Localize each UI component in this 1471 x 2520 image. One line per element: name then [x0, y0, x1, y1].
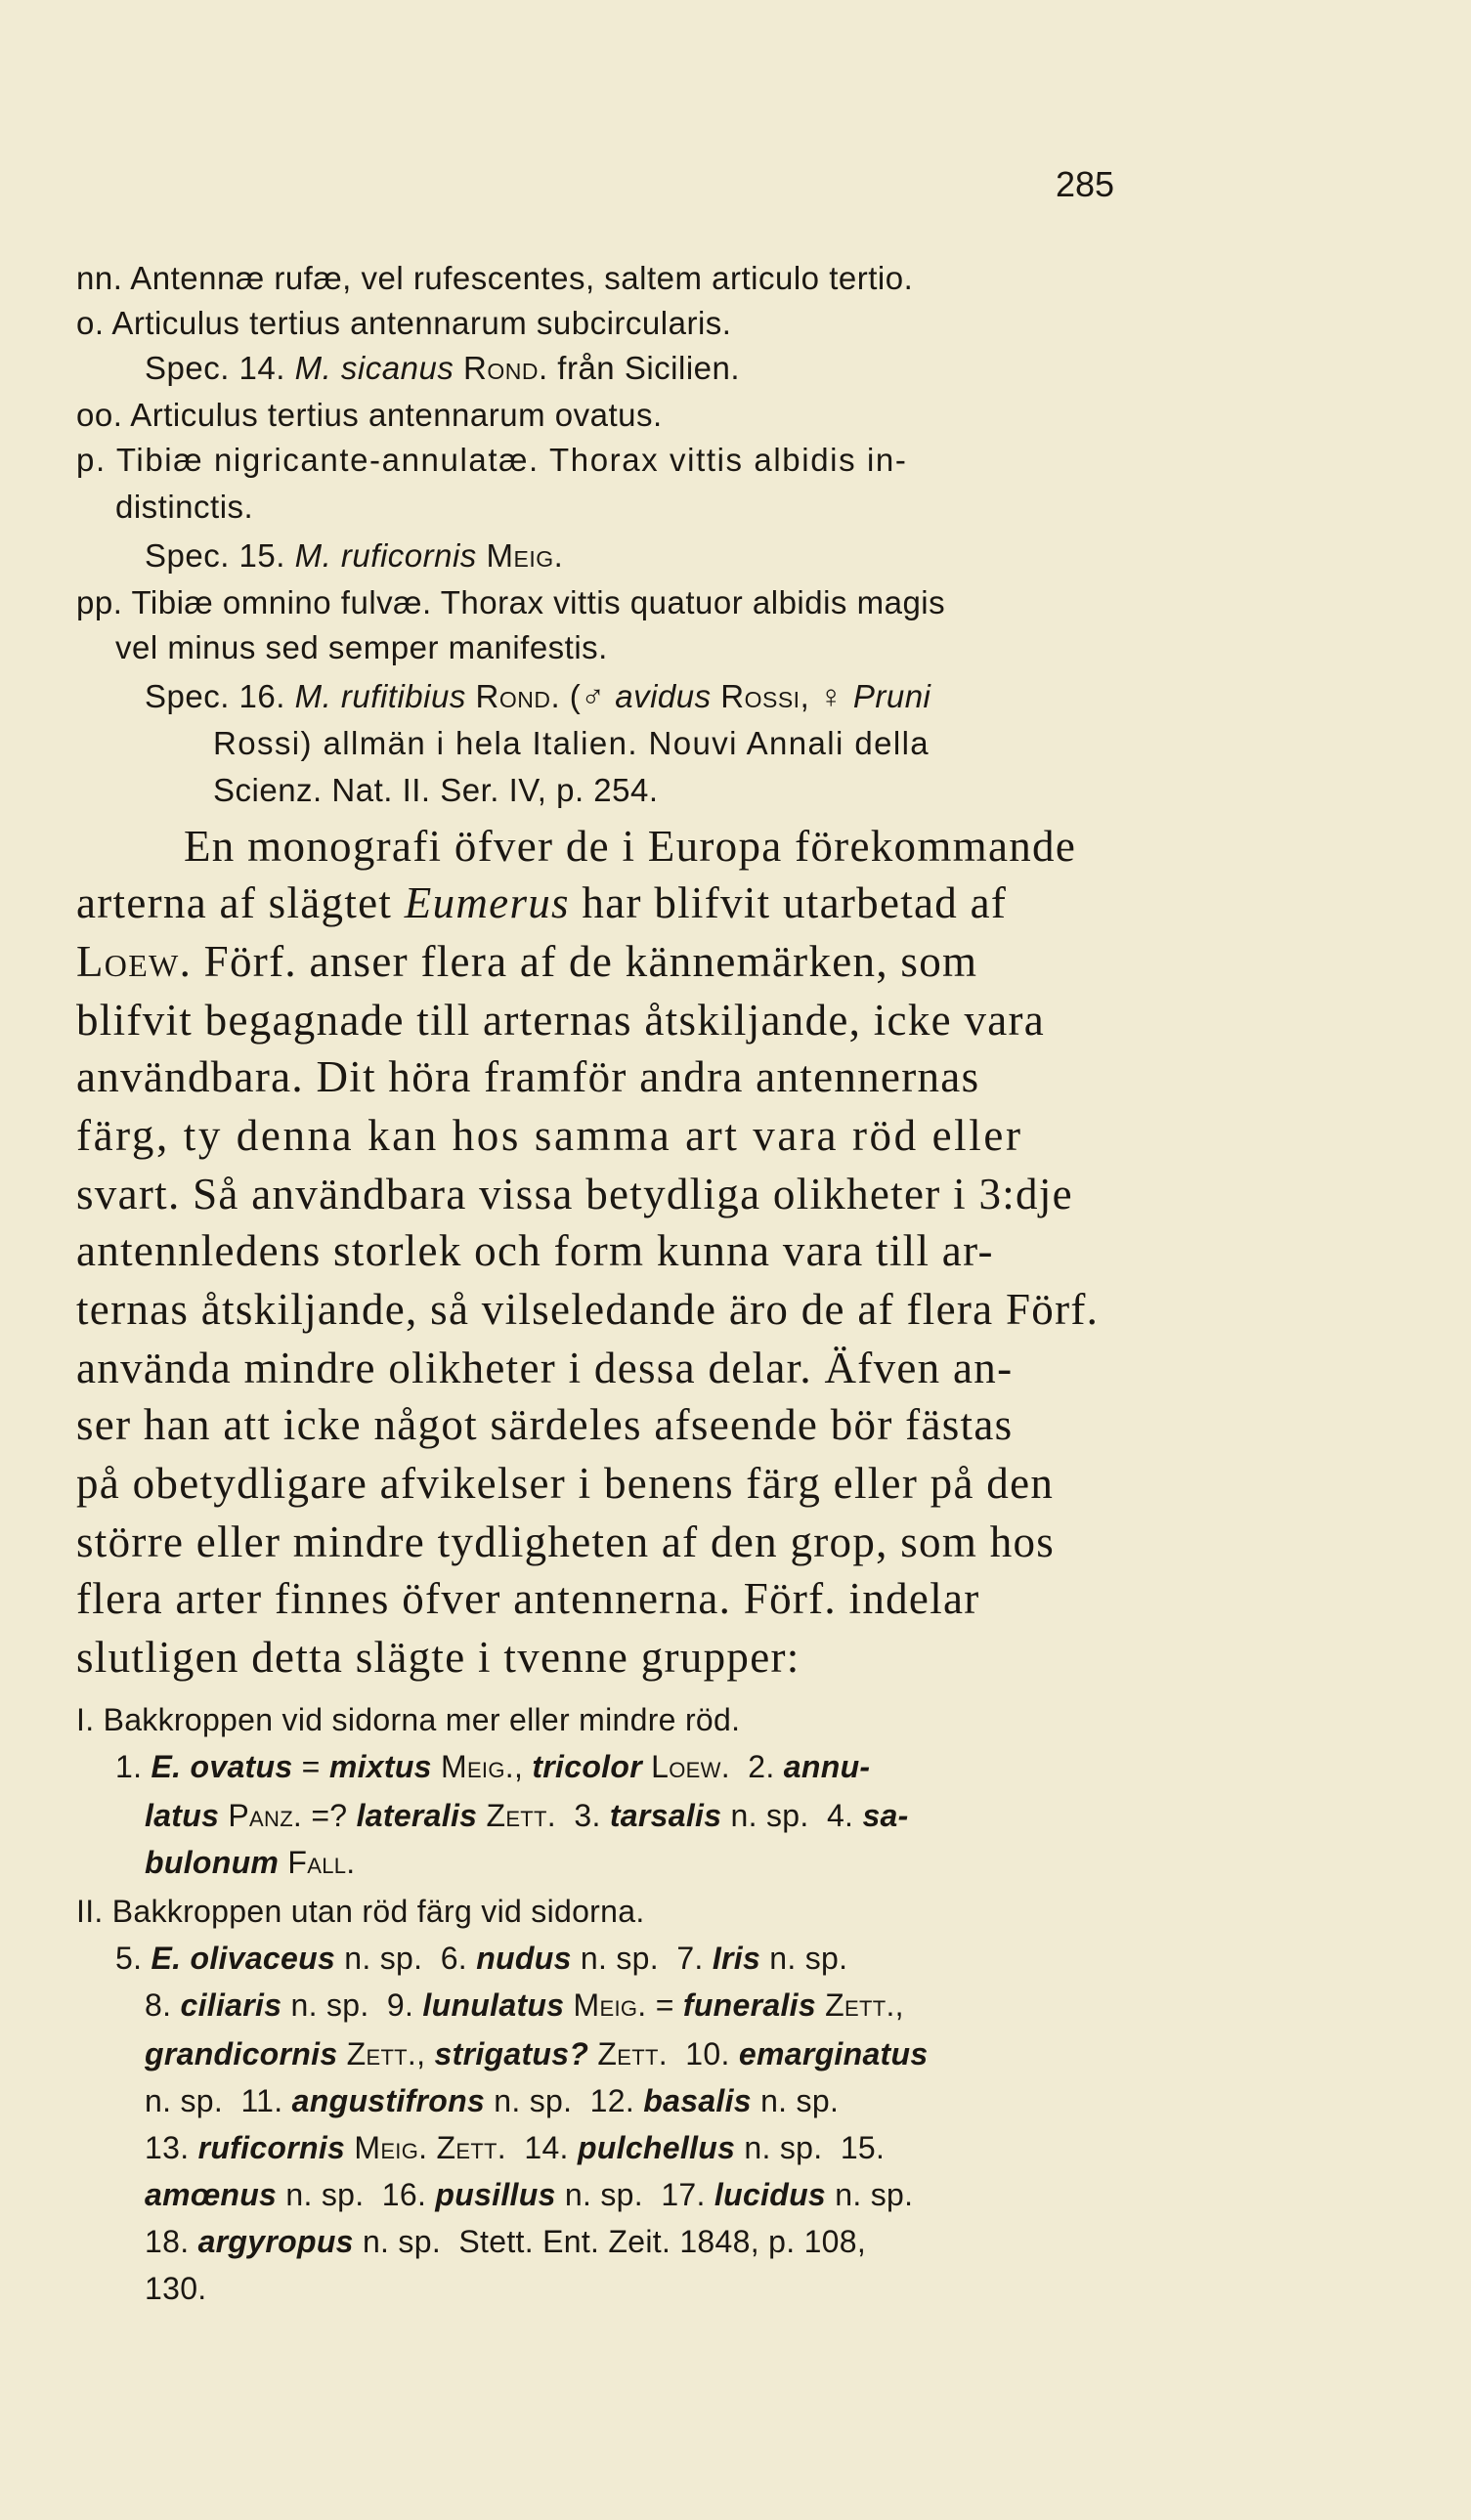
species-name: strigatus? [434, 2036, 589, 2072]
author: Rond. [475, 678, 561, 714]
species-name: amœnus [145, 2177, 278, 2212]
author: Meig. Zett. [354, 2130, 506, 2165]
text: har blifvit utarbetad af [569, 878, 1008, 927]
text: 2. [729, 1749, 784, 1784]
species-name: lucidus [714, 2177, 827, 2212]
author: Meig. [486, 537, 564, 574]
text: 8. [145, 1987, 181, 2023]
species-name: avidus [615, 678, 712, 714]
paragraph-line: svart. Så användbara vissa betydliga olikheter i 3:dje [76, 1170, 1073, 1218]
author: Fall. [287, 1845, 356, 1880]
author: Rond. [463, 350, 548, 386]
species-name: annu- [783, 1749, 871, 1784]
text [337, 2036, 346, 2072]
text [345, 2130, 354, 2165]
text: n. sp. Stett. Ent. Zeit. 1848, p. 108, [353, 2224, 867, 2259]
paragraph-line: ternas åtskiljande, så vilseledande äro de af flera Förf. [76, 1285, 1100, 1334]
text [219, 1798, 228, 1833]
text: 130. [145, 2271, 207, 2306]
text: 13. [145, 2130, 198, 2165]
text: n. sp. [826, 2177, 914, 2212]
spec-16-line1 [145, 678, 930, 715]
author: Loew. [651, 1749, 730, 1784]
species-name: tarsalis [609, 1798, 722, 1833]
male-symbol: (♂ [569, 678, 606, 714]
text: = [292, 1749, 329, 1784]
group-II-line [145, 2177, 913, 2213]
text: , [513, 1749, 533, 1784]
paragraph-line: ser han att icke något särdeles afseende bör fästas [76, 1400, 1014, 1449]
paragraph-line: användbara. Dit höra framför andra antennernas [76, 1052, 980, 1101]
species-name: basalis [643, 2083, 752, 2118]
text: n. sp. 12. [485, 2083, 644, 2118]
species-name: E. ovatus [151, 1749, 293, 1784]
species-name: M. rufitibius [294, 678, 466, 714]
text: = [646, 1987, 683, 2023]
paragraph-line: använda mindre olikheter i dessa delar. Äfven an- [76, 1344, 1014, 1392]
paragraph-line: flera arter finnes öfver antennerna. Förf. indelar [76, 1574, 980, 1623]
genus-name: Eumerus [404, 878, 570, 927]
text [279, 1845, 287, 1880]
text: n. sp. 7. [571, 1941, 713, 1976]
author: Panz. [228, 1798, 303, 1833]
species-name: sa- [862, 1798, 909, 1833]
species-name: bulonum [145, 1845, 280, 1880]
paragraph-line: färg, ty denna kan hos samma art vara röd eller [76, 1111, 1023, 1160]
author: Meig. [440, 1749, 514, 1784]
species-name: funeralis [682, 1987, 816, 2023]
group-II-line [145, 2036, 928, 2072]
paragraph-line: slutligen detta slägte i tvenne grupper: [76, 1633, 800, 1682]
group-II-line [145, 1987, 904, 2024]
text: n. sp. [760, 1941, 848, 1976]
species-name: pusillus [435, 2177, 556, 2212]
species-name: lunulatus [422, 1987, 565, 2023]
spec-15 [145, 537, 563, 575]
paragraph-line: på obetydligare afvikelser i benens färg eller på den [76, 1459, 1055, 1508]
group-II-line [115, 1941, 847, 1977]
species-name: angustifrons [291, 2083, 486, 2118]
text: 10. [667, 2036, 739, 2072]
species-name: mixtus [328, 1749, 432, 1784]
species-name: ruficornis [197, 2130, 346, 2165]
text: 18. [145, 2224, 198, 2259]
key-p-line2: distinctis. [115, 489, 254, 525]
female-symbol: ♀ [818, 678, 844, 714]
author: Zett. [825, 1987, 895, 2023]
text: n. sp. 15. [735, 2130, 886, 2165]
text: n. sp. 9. [281, 1987, 423, 2023]
text: n. sp. 11. [145, 2083, 292, 2118]
text: . Förf. anser flera af de kännemärken, som [179, 937, 978, 986]
spec-num: Spec. 14. [145, 350, 285, 386]
species-name: grandicornis [145, 2036, 338, 2072]
author: Zett. [486, 1798, 556, 1833]
key-o: o. Articulus tertius antennarum subcircularis. [76, 305, 732, 341]
species-name: E. olivaceus [151, 1941, 336, 1976]
species-name: Pruni [852, 678, 931, 714]
paragraph-line: blifvit begagnade till arternas åtskiljande, icke vara [76, 996, 1046, 1045]
paragraph-line [76, 936, 977, 987]
author: Loew [76, 937, 180, 986]
species-name: ciliaris [180, 1987, 282, 2023]
paragraph-line: En monografi öfver de i Europa förekommande [184, 822, 1077, 871]
text [564, 1987, 573, 2023]
spec-16-line2: Rossi) allmän i hela Italien. Nouvi Annali della [213, 725, 930, 761]
text: 14. [505, 2130, 578, 2165]
text [432, 1749, 441, 1784]
author: Meig. [573, 1987, 647, 2023]
spec-14 [145, 350, 740, 387]
key-oo: oo. Articulus tertius antennarum ovatus. [76, 397, 663, 433]
key-pp-line2: vel minus sed semper manifestis. [115, 629, 608, 665]
group-I-line [145, 1798, 909, 1834]
text: n. sp. [751, 2083, 840, 2118]
paragraph-line [76, 877, 1007, 928]
spec-num: Spec. 16. [145, 678, 285, 714]
group-II-line [145, 2224, 866, 2260]
text: 1. [115, 1749, 151, 1784]
species-name: M. sicanus [294, 350, 454, 386]
spec-text: från Sicilien. [557, 350, 741, 386]
key-nn: nn. Antennæ rufæ, vel rufescentes, saltem articulo tertio. [76, 260, 914, 296]
key-pp-line1: pp. Tibiæ omnino fulvæ. Thorax vittis quatuor albidis magis [76, 584, 946, 620]
species-name: Iris [712, 1941, 761, 1976]
group-II-line [145, 2130, 885, 2166]
spec-16-line3: Scienz. Nat. II. Ser. IV, p. 254. [213, 772, 659, 808]
group-II-heading: II. Bakkroppen utan röd färg vid sidorna. [76, 1894, 645, 1929]
paragraph-line: större eller mindre tydligheten af den grop, som hos [76, 1517, 1056, 1566]
page-number: 285 [1056, 164, 1115, 204]
text: n. sp. 17. [555, 2177, 714, 2212]
species-name: lateralis [356, 1798, 478, 1833]
paragraph-line: antennledens storlek och form kunna vara till ar- [76, 1226, 994, 1275]
group-I-heading: I. Bakkroppen vid sidorna mer eller mindre röd. [76, 1702, 741, 1737]
species-name: argyropus [197, 2224, 354, 2259]
text: n. sp. 4. [721, 1798, 863, 1833]
text: =? [302, 1798, 357, 1833]
text: 3. [555, 1798, 610, 1833]
group-I-line [145, 1845, 355, 1881]
species-name: pulchellus [577, 2130, 736, 2165]
species-name: emarginatus [738, 2036, 929, 2072]
text: arterna af slägtet [76, 878, 405, 927]
text: 5. [115, 1941, 151, 1976]
text: n. sp. 16. [277, 2177, 436, 2212]
species-name: tricolor [532, 1749, 642, 1784]
species-name: latus [145, 1798, 220, 1833]
spec-num: Spec. 15. [145, 537, 285, 574]
key-p-line1: p. Tibiæ nigricante-annulatæ. Thorax vittis albidis in- [76, 442, 908, 478]
group-II-line [145, 2083, 839, 2119]
text [642, 1749, 651, 1784]
author: Zett. [597, 2036, 668, 2072]
author: Rossi, [720, 678, 810, 714]
species-name: M. ruficornis [294, 537, 477, 574]
text: , [416, 2036, 435, 2072]
author: Zett. [346, 2036, 417, 2072]
group-II-line [145, 2271, 206, 2307]
group-I-line [115, 1749, 870, 1785]
species-name: nudus [476, 1941, 572, 1976]
text: n. sp. 6. [335, 1941, 477, 1976]
text [816, 1987, 825, 2023]
text: , [894, 1987, 904, 2023]
